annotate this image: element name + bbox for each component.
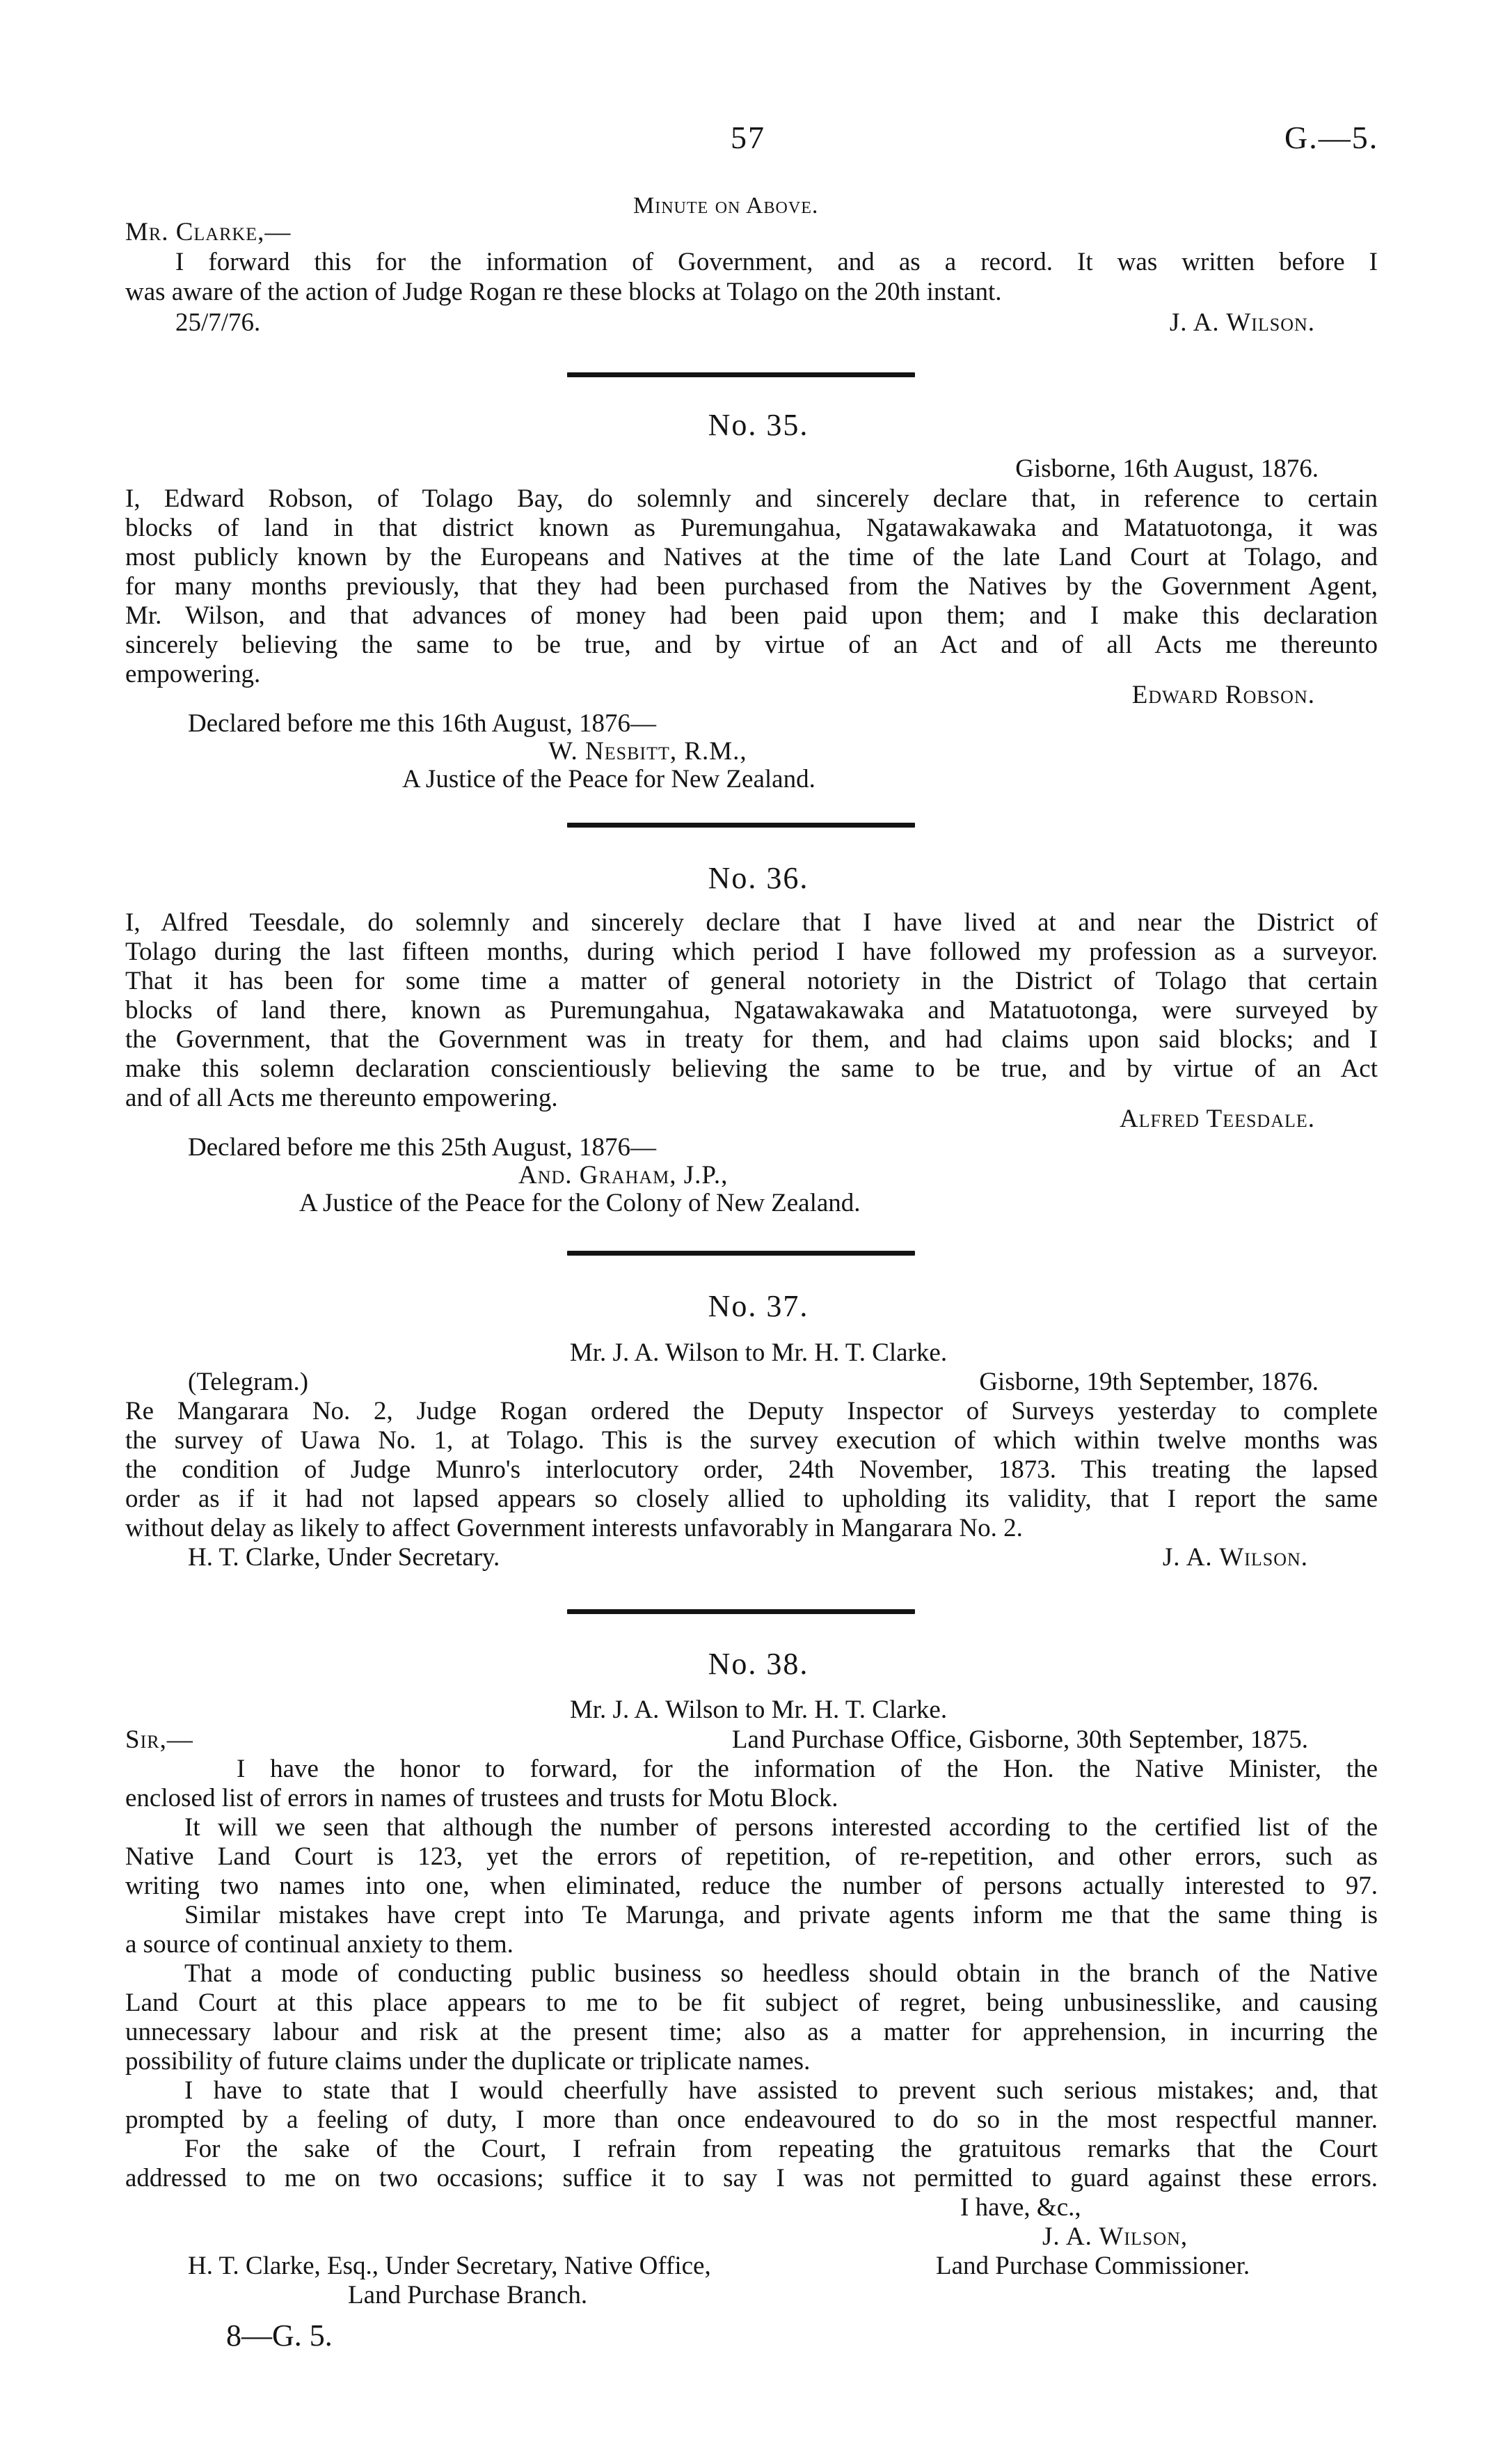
- witness-name: W. Nesbitt, R.M.,: [548, 737, 747, 766]
- body-line: blocks of land there, known as Puremungahua, Ngatawakawaka and Matatuotonga, were surveyed by: [125, 996, 1378, 1025]
- body-line: I, Alfred Teesdale, do solemnly and sincerely declare that I have lived at and near the District of: [125, 908, 1378, 937]
- section-divider: [567, 823, 915, 828]
- body-line: for many months previously, that they had been purchased from the Natives by the Government Agent,: [125, 572, 1378, 601]
- body-line: a source of continual anxiety to them.: [125, 1930, 514, 1959]
- section-heading: No. 35.: [708, 408, 809, 442]
- section-divider: [567, 372, 915, 377]
- section-heading: No. 38.: [708, 1647, 809, 1681]
- minute-addressee: Mr. Clarke,—: [125, 218, 292, 246]
- minute-line: was aware of the action of Judge Rogan re these blocks at Tolago on the 20th instant.: [125, 278, 1002, 306]
- salutation: Sir,—: [125, 1725, 193, 1754]
- body-line: without delay as likely to affect Government interests unfavorably in Mangarara No. 2.: [125, 1514, 1023, 1542]
- body-line: That a mode of conducting public business so heedless should obtain in the branch of the Native: [184, 1959, 1378, 1988]
- body-line: It will we seen that although the number of persons interested according to the certified list of the: [184, 1813, 1378, 1842]
- section-dateline: Land Purchase Office, Gisborne, 30th September, 1875.: [731, 1725, 1308, 1754]
- body-line: I have the honor to forward, for the information of the Hon. the Native Minister, the: [237, 1755, 1378, 1783]
- signature-mark: 8—G. 5.: [226, 2318, 333, 2353]
- body-line: Tolago during the last fifteen months, during which period I have followed my profession as a surveyor.: [125, 938, 1378, 966]
- body-line: the condition of Judge Munro's interlocutory order, 24th November, 1873. This treating the lapsed: [125, 1455, 1378, 1484]
- body-line: enclosed list of errors in names of trustees and trusts for Motu Block.: [125, 1784, 838, 1812]
- body-line: most publicly known by the Europeans and Natives at the time of the late Land Court at Tolago, and: [125, 543, 1378, 571]
- body-line: the survey of Uawa No. 1, at Tolago. This is the survey execution of which within twelve months was: [125, 1426, 1378, 1455]
- witness-title: A Justice of the Peace for the Colony of New Zealand.: [299, 1189, 861, 1217]
- sender-signature: J. A. Wilson,: [1042, 2222, 1188, 2251]
- closing-line: I have, &c.,: [960, 2193, 1081, 2222]
- document-reference: G.—5.: [1284, 120, 1379, 155]
- declarant-signature: Alfred Teesdale.: [1119, 1105, 1315, 1133]
- declared-line: Declared before me this 16th August, 1876—: [188, 709, 657, 738]
- declared-line: Declared before me this 25th August, 1876—: [188, 1133, 657, 1162]
- minute-title: Minute on Above.: [633, 193, 819, 219]
- recipient-address: H. T. Clarke, Esq., Under Secretary, Native Office,: [188, 2252, 711, 2280]
- section-heading: No. 36.: [708, 861, 809, 895]
- body-line: possibility of future claims under the duplicate or triplicate names.: [125, 2047, 811, 2076]
- body-line: For the sake of the Court, I refrain from repeating the gratuitous remarks that the Court: [184, 2135, 1378, 2163]
- body-line: blocks of land in that district known as Puremungahua, Ngatawakawaka and Matatuotonga, it was: [125, 514, 1378, 542]
- page-number: 57: [731, 120, 765, 155]
- body-line: empowering.: [125, 660, 261, 688]
- body-line: make this solemn declaration conscientiously believing the same to be true, and by virtue of an Act: [125, 1054, 1378, 1083]
- section-subheading: Mr. J. A. Wilson to Mr. H. T. Clarke.: [569, 1338, 948, 1367]
- sender-title: Land Purchase Commissioner.: [936, 2252, 1250, 2280]
- body-line: I, Edward Robson, of Tolago Bay, do solemnly and sincerely declare that, in reference to certain: [125, 484, 1378, 513]
- section-subheading: Mr. J. A. Wilson to Mr. H. T. Clarke.: [569, 1696, 948, 1724]
- section-divider: [567, 1609, 915, 1614]
- body-line: and of all Acts me thereunto empowering.: [125, 1084, 558, 1112]
- body-line: prompted by a feeling of duty, I more than once endeavoured to do so in the most respectful manner.: [125, 2105, 1378, 2134]
- declarant-signature: Edward Robson.: [1131, 681, 1315, 709]
- recipient-address: Land Purchase Branch.: [348, 2281, 588, 2309]
- minute-signature: J. A. Wilson.: [1169, 308, 1315, 337]
- body-line: sincerely believing the same to be true, and by virtue of an Act and of all Acts me thereunto: [125, 631, 1378, 659]
- body-line: the Government, that the Government was in treaty for them, and had claims upon said blocks; and I: [125, 1025, 1378, 1054]
- section-dateline: Gisborne, 16th August, 1876.: [1015, 455, 1319, 483]
- witness-name: And. Graham, J.P.,: [518, 1161, 729, 1190]
- section-heading: No. 37.: [708, 1289, 809, 1323]
- body-line: unnecessary labour and risk at the present time; also as a matter for apprehension, in incurring the: [125, 2018, 1378, 2046]
- body-line: That it has been for some time a matter of general notoriety in the District of Tolago that certain: [125, 967, 1378, 995]
- telegram-label: (Telegram.): [188, 1368, 309, 1396]
- body-line: writing two names into one, when eliminated, reduce the number of persons actually interested to 97.: [125, 1872, 1378, 1900]
- minute-line: I forward this for the information of Government, and as a record. It was written before I: [175, 248, 1378, 276]
- section-divider: [567, 1251, 915, 1256]
- body-line: Native Land Court is 123, yet the errors of repetition, of re-repetition, and other errors, such as: [125, 1842, 1378, 1871]
- witness-title: A Justice of the Peace for New Zealand.: [402, 765, 815, 793]
- body-line: Mr. Wilson, and that advances of money had been paid upon them; and I make this declaration: [125, 601, 1378, 630]
- recipient-line: H. T. Clarke, Under Secretary.: [188, 1543, 500, 1572]
- body-line: addressed to me on two occasions; suffice it to say I was not permitted to guard against these errors.: [125, 2164, 1378, 2192]
- section-dateline: Gisborne, 19th September, 1876.: [979, 1368, 1319, 1396]
- body-line: Land Court at this place appears to me to be fit subject of regret, being unbusinesslike, and causing: [125, 1989, 1378, 2017]
- body-line: I have to state that I would cheerfully have assisted to prevent such serious mistakes; and, that: [184, 2076, 1378, 2105]
- body-line: Similar mistakes have crept into Te Marunga, and private agents inform me that the same thing is: [184, 1901, 1378, 1929]
- sender-signature: J. A. Wilson.: [1162, 1543, 1308, 1572]
- minute-date: 25/7/76.: [175, 308, 261, 337]
- body-line: order as if it had not lapsed appears so closely allied to upholding its validity, that I report the same: [125, 1485, 1378, 1513]
- body-line: Re Mangarara No. 2, Judge Rogan ordered the Deputy Inspector of Surveys yesterday to complete: [125, 1397, 1378, 1425]
